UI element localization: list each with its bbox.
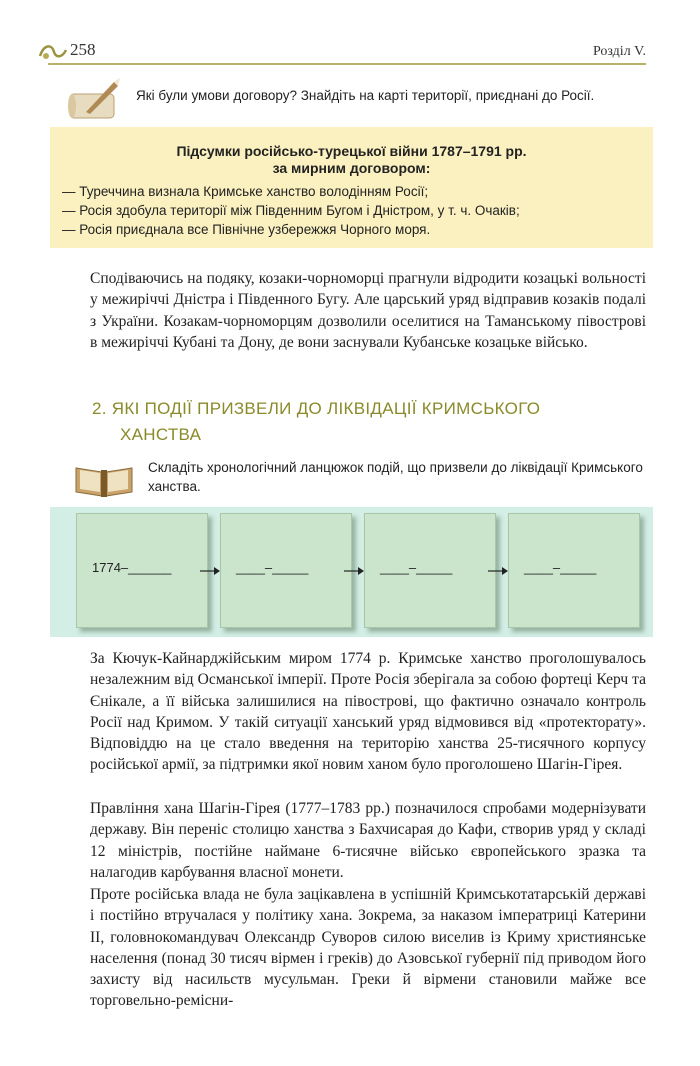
summary-title [50,143,653,177]
arrow-right-icon [488,566,508,576]
summary-box [50,127,653,248]
paragraph-kuchuk-kainarji: За Кючук-Кайнарджійським миром 1774 р. Кримське ханство проголошувалось незалежним від Османської імперії. Проте Росія зберігала за собою фортеці Керч та Єнікале, а її війська залишилися на півострові, що фактично означало контроль Росії над Кримом. У такій ситуації ханський уряд відмовився від «протекторату». Відповіддю на це стало введення на територію ханства 25-тисячного корпусу російської армії, за підтримки якої новим ханом було проголошено Шагін-Гірея. [90,650,646,774]
summary-item: — Росія приєднала все Північне узбережжя Чорного моря. [62,222,431,237]
arrow-right-icon [344,566,364,576]
paragraph-russian-interference: Проте російська влада не була зацікавлена в успішній Кримськотатарській державі і постійно втручалася у політику хана. Зокрема, за наказом імператриці Катерини ІІ, головнокомандувач Олександр Суворов силою виселив із Криму християнське населення (понад 30 тисяч вірмен і греків) до Азовської губернії під приводом його захисту від насильств мусульман. Греки й вірмени становили майже все торговельно-ремісни- [90,886,646,1010]
heading-line1: 2. ЯКІ ПОДІЇ ПРИЗВЕЛИ ДО ЛІКВІДАЦІЇ КРИМСЬКОГО [92,399,541,418]
header-divider [48,63,646,65]
ornament-icon [38,42,68,62]
heading-line2: ХАНСТВА [120,425,202,444]
task-text: Складіть хронологічний ланцюжок подій, що призвели до ліквідації Кримського ханства. [148,460,643,494]
chain-label: ____–_____ [236,560,309,575]
chain-label: 1774–______ [92,560,172,575]
chain-label: ____–_____ [380,560,453,575]
summary-list [62,182,520,239]
arrow-right-icon [200,566,220,576]
summary-item: — Туреччина визнала Кримське ханство володінням Росії; [62,184,429,199]
section-label: Розділ V. [592,44,646,59]
paragraph-cossacks: Сподіваючись на подяку, козаки-чорноморці прагнули відродити козацькі вольності у межиріччі Дністра і Південного Бугу. Але царський уряд відправив козаків подалі з України. Козакам-чорноморцям дозволили оселитися на Таманському півострові в межиріччі Кубані та Дону, де вони заснували Кубанське козацьке військо. [90,270,646,351]
quill-scroll-icon [66,78,122,122]
section-heading [92,396,648,448]
chain-label: ____–_____ [524,560,597,575]
paragraph-shahin-giray: Правління хана Шагін-Гірея (1777–1783 рр.) позначилося спробами модернізувати державу. Він переніс столицю ханства з Бахчисарая до Кафи, створив уряд у складі 12 міністрів, постійне наймане 6-тисячне військо європейського зразка та налагодив карбування власної монети. [90,800,646,881]
page-header [38,40,646,64]
open-book-icon [72,458,136,498]
summary-item: — Росія здобула території між Південним Бугом і Дністром, у т. ч. Очаків; [62,203,520,218]
question-text: Які були умови договору? Знайдіть на карті території, приєднані до Росії. [136,88,595,103]
page-number: 258 [70,40,96,59]
summary-title-line1: Підсумки російсько-турецької війни 1787–1791 рр. [176,143,527,159]
summary-title-line2: за мирним договором: [272,160,431,176]
